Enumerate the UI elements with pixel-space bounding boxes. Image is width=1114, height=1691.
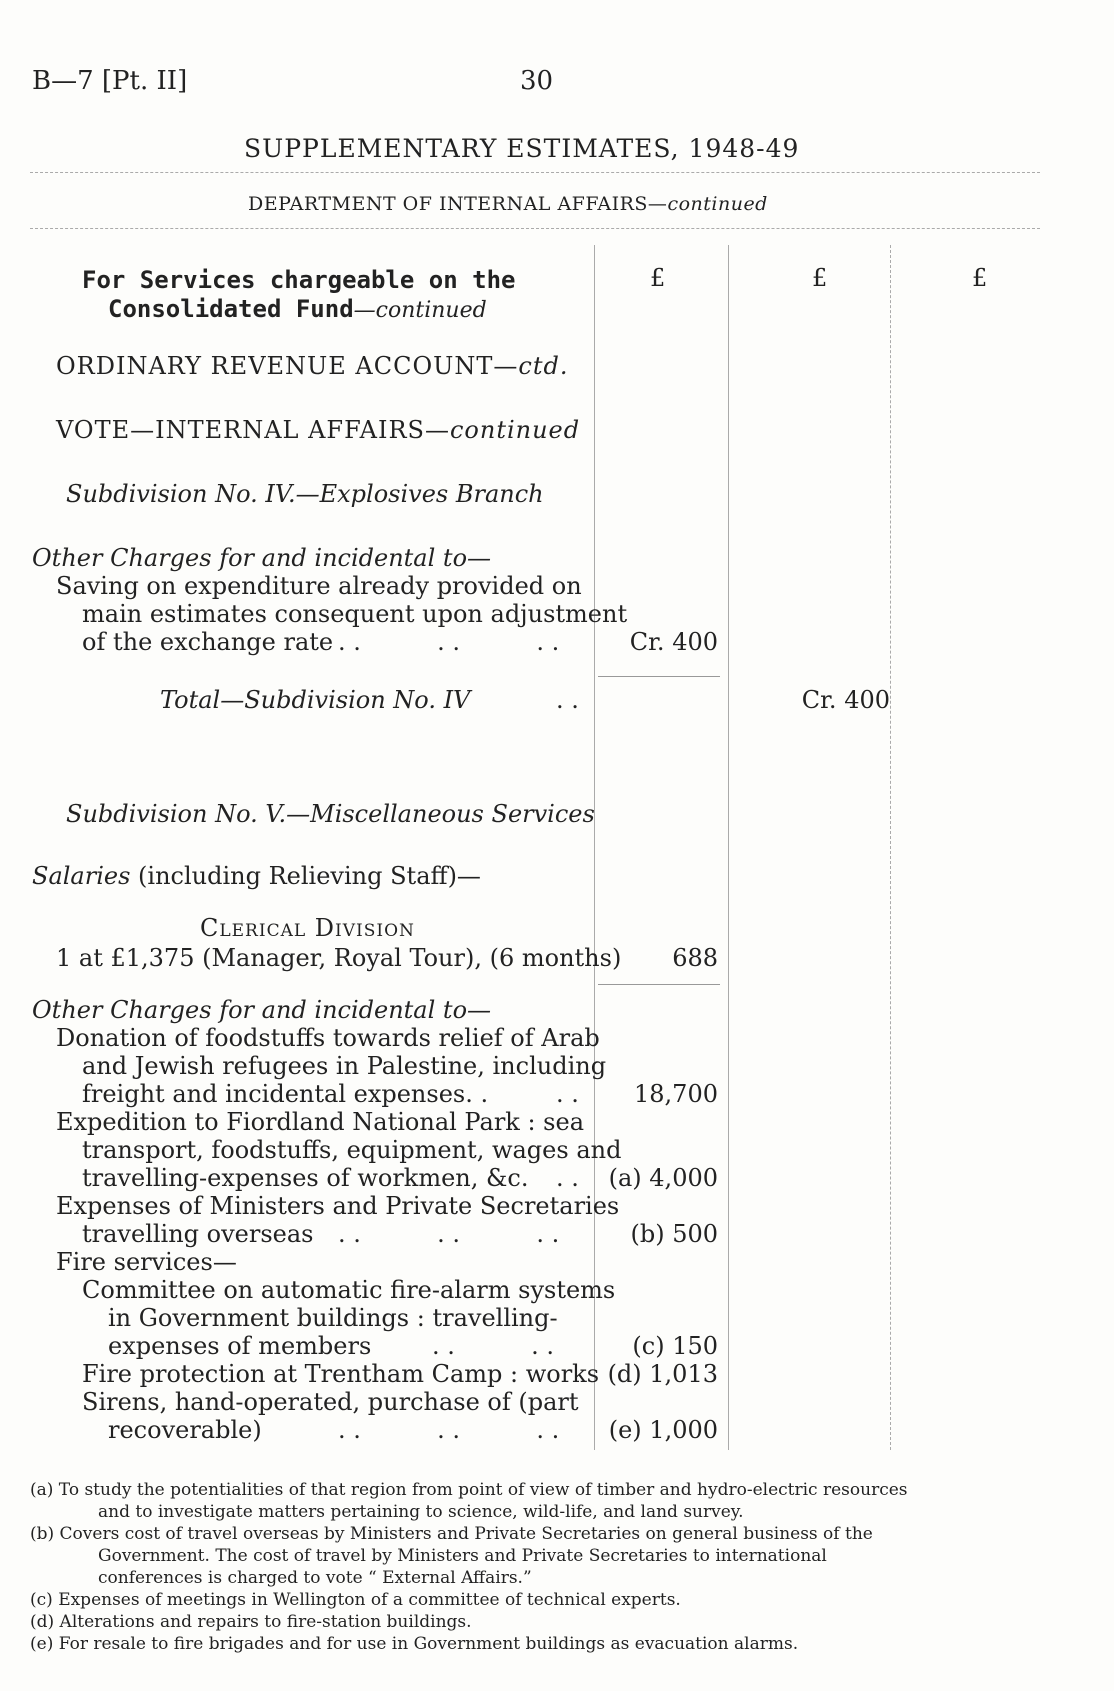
sub4-item-line3: of the exchange rate [82,628,334,656]
fire-services-heading: Fire services— [56,1248,237,1276]
subdivision-4-heading: Subdivision No. IV.—Explosives Branch [66,480,544,508]
consolidated-fund: Consolidated Fund [108,295,354,323]
section-heading-line1: For Services chargeable on the [82,266,516,294]
sub4-item-line1: Saving on expenditure already provided on [56,572,582,600]
department-continued: continued [667,193,768,215]
sirens-line2: recoverable) [108,1416,262,1444]
column-header-2: £ [812,264,828,292]
column-header-1: £ [650,264,666,292]
expedition-line3: travelling-expenses of workmen, &c. [82,1164,529,1192]
sub4-item-amount-value: Cr. 400 [629,628,718,656]
department-rule [30,228,1040,229]
title-rule [30,172,1040,173]
donation-dots: . . [556,1080,579,1108]
footnote-b-line1: (b) Covers cost of travel overseas by Ministers and Private Secretaries on general business of the [30,1524,873,1544]
page-title: SUPPLEMENTARY ESTIMATES, 1948-49 [244,134,800,163]
sub4-total-dots: . . [556,686,579,714]
ministers-dots: . . . . . . [338,1220,560,1248]
sirens-line1: Sirens, hand-operated, purchase of (part [82,1388,579,1416]
account-name: ORDINARY REVENUE ACCOUNT— [56,352,519,380]
donation-line1: Donation of foodstuffs towards relief of Arab [56,1024,600,1052]
clerical-rule [598,984,720,985]
footnote-a-line2: and to investigate matters pertaining to science, wild-life, and land survey. [98,1502,744,1522]
subdivision-4-other-charges: Other Charges for and incidental to— [32,544,492,572]
sirens-amount: (e) 1,000 [608,1416,718,1444]
ministers-line1: Expenses of Ministers and Private Secretaries [56,1192,620,1220]
committee-amount: (c) 150 [632,1332,718,1360]
expedition-line2: transport, foodstuffs, equipment, wages and [82,1136,622,1164]
vote-name: VOTE—INTERNAL AFFAIRS— [56,416,450,444]
sub4-item-line2: main estimates consequent upon adjustment [82,600,628,628]
footnote-b-line2: Government. The cost of travel by Ministers and Private Secretaries to international [98,1546,827,1566]
salaries-heading [32,862,481,890]
footnote-a-line1: (a) To study the potentialities of that region from point of view of timber and hydro-electric resources [30,1480,908,1500]
donation-amount: 18,700 [634,1080,718,1108]
expedition-amount: (a) 4,000 [608,1164,718,1192]
subdivision-5-other-charges: Other Charges for and incidental to— [32,996,492,1024]
subdivision-5-heading: Subdivision No. V.—Miscellaneous Services [66,800,595,828]
account-ctd: ctd. [518,352,569,380]
sub4-total-amount: Cr. 400 [801,686,890,714]
section-heading-line2 [108,295,487,323]
committee-line3: expenses of members [108,1332,372,1360]
committee-dots: . . . . [432,1332,555,1360]
account-heading [56,352,568,380]
ministers-line2: travelling overseas [82,1220,314,1248]
sub4-item-amount [630,628,718,656]
column-header-3: £ [972,264,988,292]
committee-line2: in Government buildings : travelling- [108,1304,558,1332]
salaries-rest: (including Relieving Staff)— [138,862,481,890]
footnote-e: (e) For resale to fire brigades and for use in Government buildings as evacuation alarms. [30,1634,799,1654]
vote-continued: continued [449,416,581,444]
expedition-line1: Expedition to Fiordland National Park : sea [56,1108,584,1136]
donation-line3: freight and incidental expenses. . [82,1080,489,1108]
footnote-c: (c) Expenses of meetings in Wellington of a committee of technical experts. [30,1590,681,1610]
clerical-division-heading: Clerical Division [200,914,415,942]
sub4-total-label: Total—Subdivision No. IV [160,686,471,714]
trentham-line: Fire protection at Trentham Camp : works [82,1360,600,1388]
department-name: DEPARTMENT OF INTERNAL AFFAIRS— [248,193,668,215]
sirens-dots: . . . . . . [338,1416,560,1444]
department-heading [248,193,768,215]
footnote-b-line3: conferences is charged to vote “ External Affairs.” [98,1568,532,1588]
footnote-d: (d) Alterations and repairs to fire-station buildings. [30,1612,472,1632]
clerical-amount: 688 [672,944,718,972]
expedition-dots: . . [556,1164,579,1192]
committee-line1: Committee on automatic fire-alarm systems [82,1276,616,1304]
vote-heading [56,416,580,444]
sub4-item-dots: . . . . . . [338,628,560,656]
sub4-total-rule [598,676,720,677]
page-number: 30 [520,66,554,96]
ministers-amount: (b) 500 [630,1220,718,1248]
section-continued: —continued [353,298,487,323]
column-rule-3 [890,245,891,1450]
column-rule-1 [594,245,595,1450]
trentham-amount: (d) 1,013 [607,1360,718,1388]
donation-line2: and Jewish refugees in Palestine, including [82,1052,607,1080]
salaries-label: Salaries [32,862,131,890]
clerical-item: 1 at £1,375 (Manager, Royal Tour), (6 months) [56,944,622,972]
page-ref: B—7 [Pt. II] [32,66,188,96]
column-rule-2 [728,245,729,1450]
